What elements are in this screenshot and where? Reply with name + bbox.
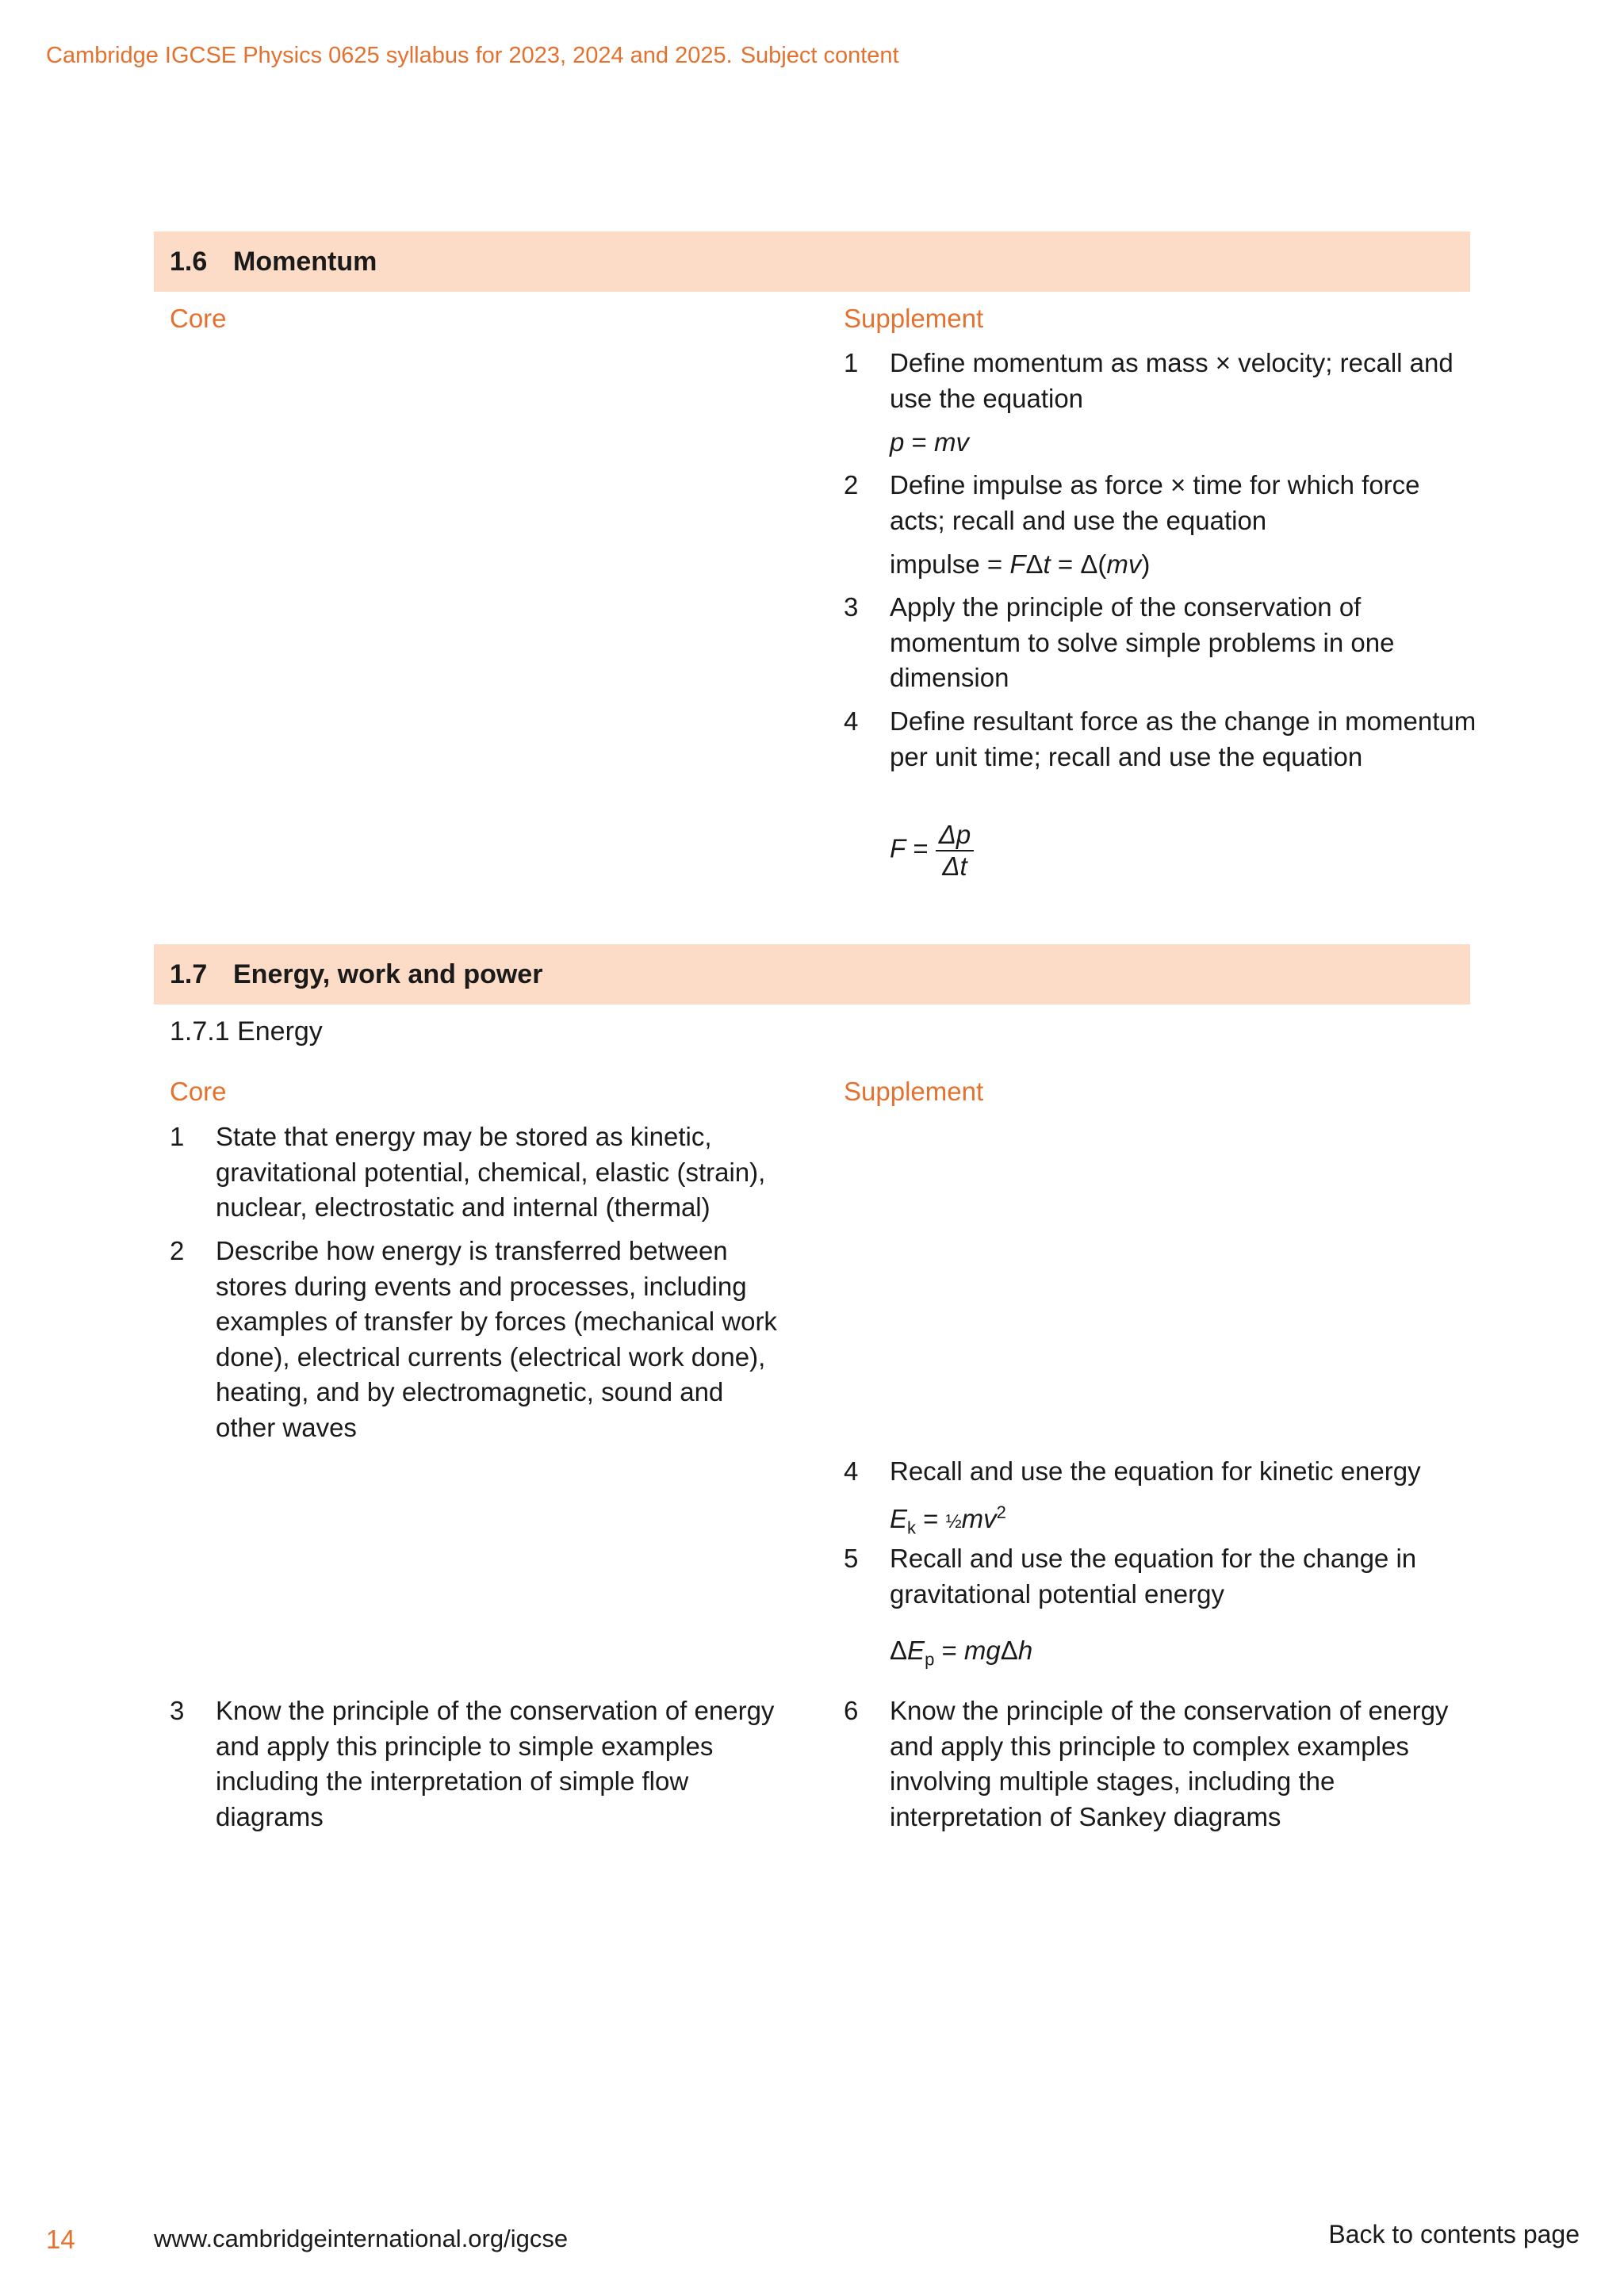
equation: $\Delta E_p = mg\Delta h$ [890,1636,1033,1670]
item-text: Define resultant force as the change in momentum per unit time; recall and use the equation [890,706,1477,771]
supplement-label: Supplement [844,1077,984,1106]
header-section: Subject content [740,43,899,68]
core-label: Core [170,304,227,333]
item-number: 6 [844,1696,859,1725]
item-number: 4 [844,1456,859,1486]
item-number: 1 [170,1122,185,1151]
item-number: 2 [844,470,859,499]
footer-url[interactable]: www.cambridgeinternational.org/igcse [154,2225,569,2252]
item-text: Know the principle of the conservation of energy and apply this principle to complex examples involving multiple stages, including the interpretation of Sankey diagrams [890,1696,1449,1831]
item-text: Define impulse as force × time for which force acts; recall and use the equation [890,470,1420,535]
page-number: 14 [46,2225,75,2254]
equation: p = mv [890,427,969,457]
item-text: Describe how energy is transferred between stores during events and processes, including examples of transfer by forces (mechanical work done), electrical currents (electrical work done), heating, and by electromagnetic, sound and other waves [216,1236,777,1442]
section-title: Energy, work and power [233,959,543,989]
item-number: 3 [170,1696,185,1725]
item-number: 2 [170,1236,185,1265]
item-text: Define momentum as mass × velocity; recall and use the equation [890,348,1454,413]
item-number: 1 [844,348,859,377]
item-number: 5 [844,1544,859,1573]
section-title: Momentum [233,247,377,277]
item-text: Recall and use the equation for the change in gravitational potential energy [890,1544,1417,1609]
supplement-label: Supplement [844,304,984,333]
item-text: Apply the principle of the conservation of momentum to solve simple problems in one dimension [890,592,1395,692]
core-label: Core [170,1077,227,1106]
item-text: Know the principle of the conservation of energy and apply this principle to simple examples including the interpretation of simple flow diagrams [216,1696,775,1831]
item-text: State that energy may be stored as kinetic, gravitational potential, chemical, elastic (strain), nuclear, electrostatic and internal (thermal) [216,1122,766,1222]
section-heading-1-6 [154,232,1470,292]
item-text: Recall and use the equation for kinetic energy [890,1456,1421,1486]
running-header [46,43,899,69]
section-number: 1.7 [170,959,208,989]
back-to-contents-link[interactable]: Back to contents page [1328,2220,1580,2248]
item-number: 4 [844,706,859,736]
header-title: Cambridge IGCSE Physics 0625 syllabus for 2023, 2024 and 2025. [46,43,733,68]
subsection-title: 1.7.1 Energy [170,1016,323,1047]
section-number: 1.6 [170,247,208,277]
equation: F = $\frac{\Delta p}{\Delta t}$ [890,820,974,882]
item-number: 3 [844,592,859,622]
section-heading-1-7 [154,944,1470,1004]
equation: impulse = FΔt = Δ(mv) [890,549,1151,579]
equation: $E_k$ = $\frac{1}{2}mv^2$ [890,1502,1006,1538]
